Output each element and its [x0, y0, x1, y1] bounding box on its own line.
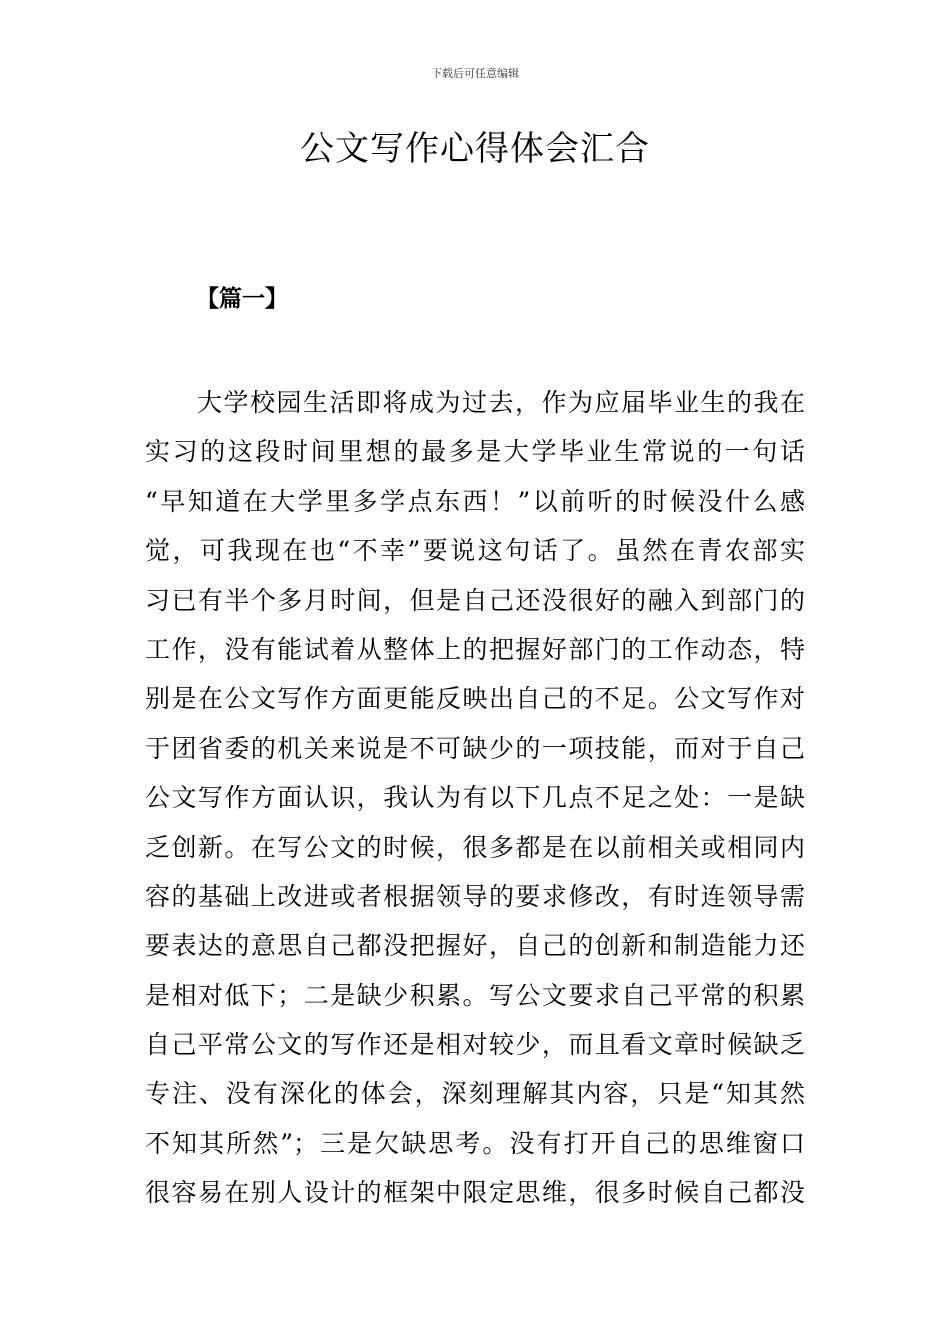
paragraph-line: 实习的这段时间里想的最多是大学毕业生常说的一句话	[145, 437, 805, 467]
paragraph-line: 乏创新。在写公文的时候，很多都是在以前相关或相同内	[145, 832, 805, 862]
paragraph-line: 习已有半个多月时间，但是自己还没很好的融入到部门的	[145, 585, 805, 615]
paragraph-line: 于团省委的机关来说是不可缺少的一项技能，而对于自己	[145, 733, 805, 763]
body-paragraph	[145, 378, 805, 1218]
paragraph-line: 专注、没有深化的体会，深刻理解其内容，只是“知其然	[145, 1079, 805, 1109]
paragraph-line: 容的基础上改进或者根据领导的要求修改，有时连领导需	[145, 881, 805, 911]
paragraph-line: 很容易在别人设计的框架中限定思维，很多时候自己都没	[145, 1178, 805, 1208]
paragraph-line: 要表达的意思自己都没把握好，自己的创新和制造能力还	[145, 931, 805, 961]
header-note: 下载后可任意编辑	[431, 67, 519, 80]
paragraph-line: 觉，可我现在也“不幸”要说这句话了。虽然在青农部实	[145, 536, 805, 566]
paragraph-line: 是相对低下；二是缺少积累。写公文要求自己平常的积累	[145, 980, 805, 1010]
paragraph-line: 自己平常公文的写作还是相对较少，而且看文章时候缺乏	[145, 1030, 805, 1060]
document-title: 公文写作心得体会汇合	[300, 129, 650, 169]
paragraph-line: 公文写作方面认识，我认为有以下几点不足之处：一是缺	[145, 783, 805, 813]
paragraph-line: 大学校园生活即将成为过去，作为应届毕业生的我在	[197, 388, 805, 417]
section-heading: 【篇一】	[196, 286, 288, 312]
paragraph-line: “早知道在大学里多学点东西！”以前听的时候没什么感	[145, 486, 805, 516]
paragraph-line: 不知其所然”；三是欠缺思考。没有打开自己的思维窗口	[145, 1128, 805, 1158]
paragraph-line: 工作，没有能试着从整体上的把握好部门的工作动态，特	[145, 634, 805, 664]
paragraph-line: 别是在公文写作方面更能反映出自己的不足。公文写作对	[145, 684, 805, 714]
